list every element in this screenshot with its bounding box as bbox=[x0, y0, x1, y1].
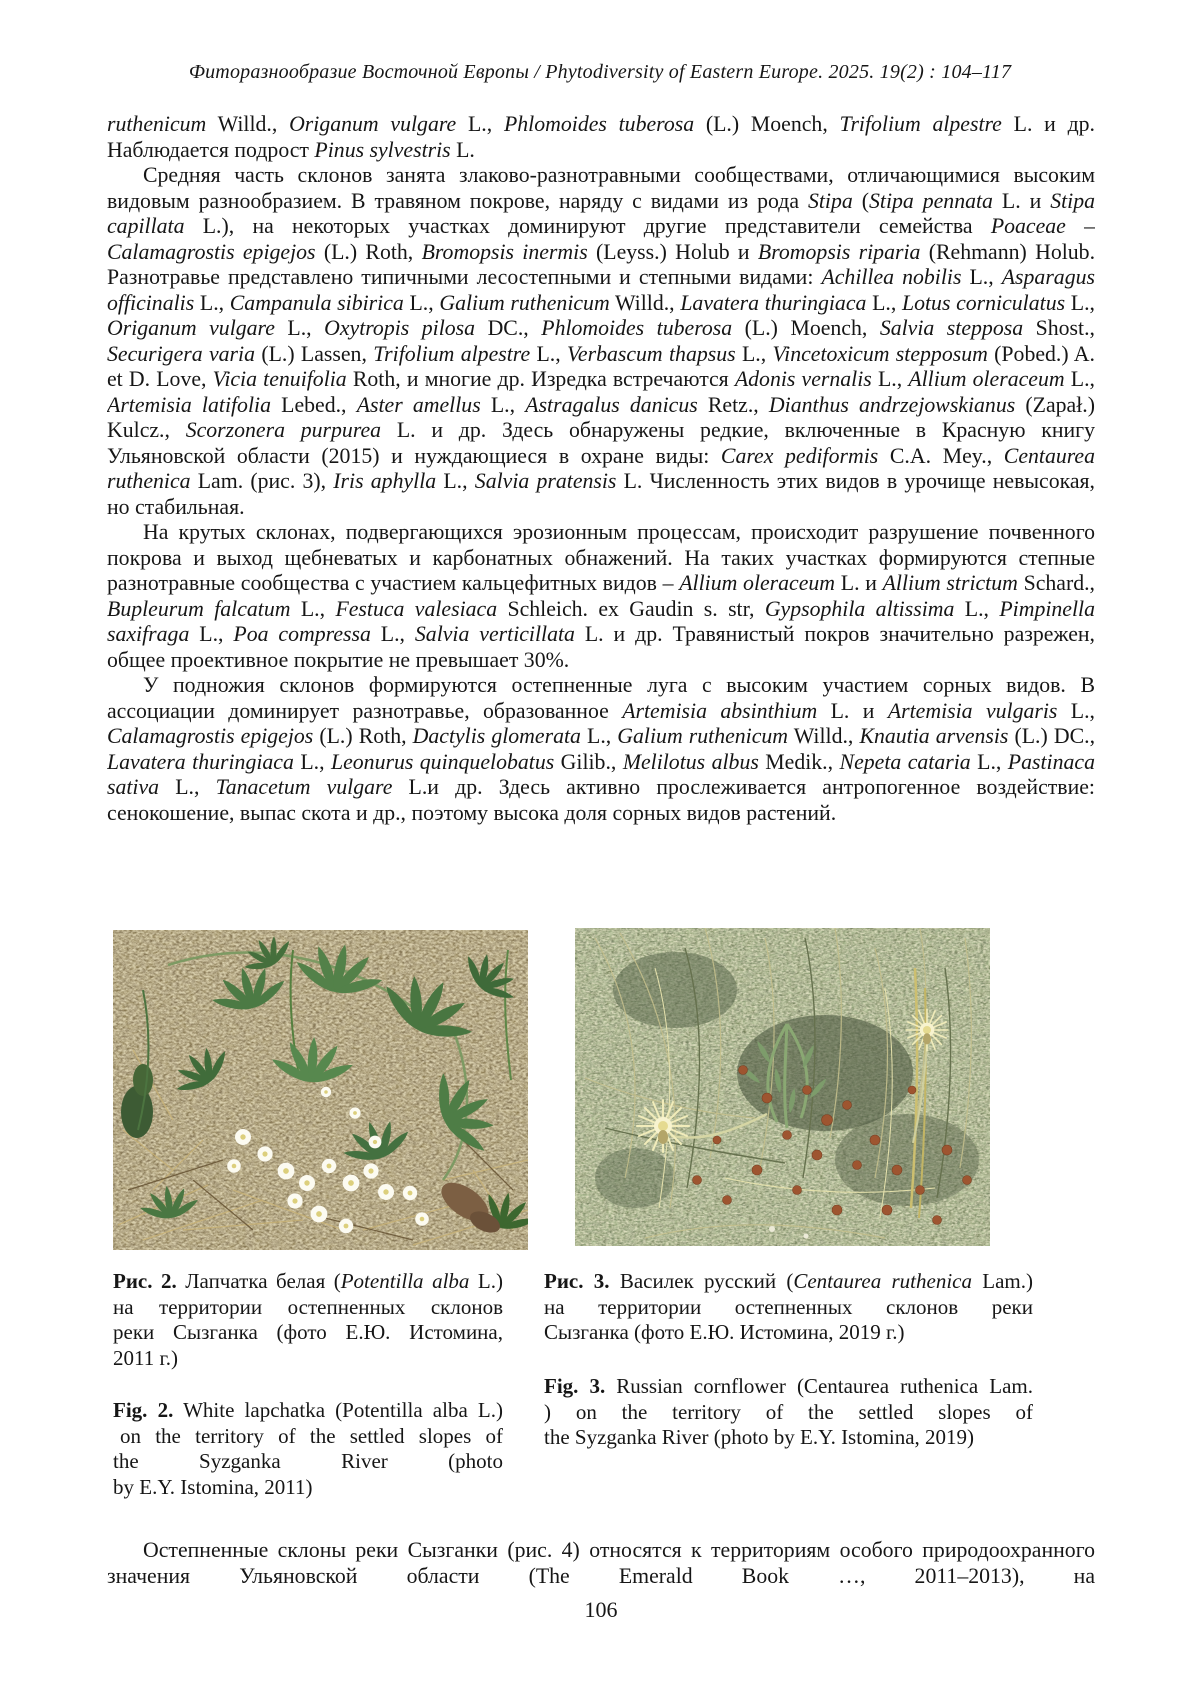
text-run: Artemisia vulgaris bbox=[887, 698, 1058, 723]
text-run: Schard., bbox=[1017, 571, 1095, 595]
caption-line bbox=[544, 1400, 1033, 1426]
text-run: (L.) Moench, bbox=[732, 316, 880, 340]
caption-line bbox=[113, 1269, 503, 1295]
text-run: Melilotus albus bbox=[622, 749, 759, 774]
text-run: L., bbox=[970, 749, 1008, 774]
text-run: (L.) Roth, bbox=[315, 239, 422, 264]
text-run: Pastinaca sativa bbox=[107, 749, 1095, 799]
text-run: Phlomoides tuberosa bbox=[541, 316, 733, 340]
caption-line bbox=[113, 1398, 503, 1424]
text-run: L. и bbox=[992, 188, 1051, 213]
text-run: Lam.) bbox=[972, 1269, 1033, 1293]
paragraph bbox=[107, 673, 1095, 826]
text-run: the Syzganka River (photo bbox=[113, 1449, 503, 1473]
text-run: L., bbox=[1065, 290, 1095, 315]
text-run: Verbascum thapsus bbox=[567, 341, 736, 366]
text-run: Calamagrostis epigejos bbox=[107, 724, 314, 748]
text-run: L., bbox=[436, 469, 475, 493]
text-run: Adonis vernalis bbox=[734, 367, 872, 391]
text-run: L., bbox=[1064, 367, 1095, 391]
text-run: Stipa bbox=[807, 188, 853, 213]
text-run: Achillea nobilis bbox=[821, 265, 962, 289]
fig2-caption-ru bbox=[113, 1269, 503, 1371]
text-run: Artemisia latifolia bbox=[107, 392, 271, 417]
text-run: Fig. 2. bbox=[113, 1398, 174, 1422]
caption-line bbox=[113, 1449, 503, 1475]
text-run: by E.Y. Istomina, 2011) bbox=[113, 1474, 313, 1499]
text-run: on the territory of the settled slopes of bbox=[120, 1423, 503, 1448]
text-run: (L.) Roth, bbox=[313, 724, 413, 748]
text-run: L.и др. Здесь активно прослеживается антропогенное воздействие: сенокошение, выпас скота и др., поэтому высока доля сорных видов растений. bbox=[107, 775, 1095, 825]
text-run: Dactylis glomerata bbox=[412, 724, 581, 748]
text-run: Calamagrostis epigejos bbox=[107, 239, 316, 264]
caption-line bbox=[544, 1295, 1033, 1321]
text-run: L. и др. Травянистый покров значительно разрежен, общее проективное покрытие не превышает 30%. bbox=[107, 622, 1095, 672]
text-run: L., bbox=[961, 265, 1002, 289]
paragraph bbox=[107, 1538, 1095, 1589]
text-run: (Pobed.) A. et D. Love, bbox=[107, 341, 1095, 391]
text-run: Securigera varia bbox=[107, 341, 255, 366]
text-run: Galium ruthenicum bbox=[439, 290, 610, 315]
text-run: L. bbox=[450, 137, 475, 162]
text-run: Tanacetum vulgare bbox=[215, 775, 393, 799]
text-run: Dianthus andrzejowskianus bbox=[768, 392, 1016, 417]
caption-line bbox=[113, 1346, 503, 1372]
fig2-caption-en bbox=[113, 1398, 503, 1500]
text-run: (Rehmann) Holub. Разнотравье представлено типичными лесостепными и степными видами: bbox=[107, 239, 1095, 289]
caption-line bbox=[544, 1425, 1033, 1451]
text-run: L. и bbox=[817, 698, 888, 723]
page-number: 106 bbox=[584, 1597, 618, 1622]
text-run: Centaurea ruthenica bbox=[793, 1269, 972, 1293]
caption-line bbox=[544, 1320, 1033, 1346]
fig3-caption-ru bbox=[544, 1269, 1033, 1346]
text-run: L., bbox=[480, 392, 526, 417]
photo-potentilla-alba bbox=[113, 930, 528, 1250]
article-body bbox=[107, 112, 1095, 826]
text-run: Salvia stepposa bbox=[879, 316, 1024, 340]
text-run: Bupleurum falcatum bbox=[107, 596, 291, 621]
text-run: Vincetoxicum stepposum bbox=[772, 341, 988, 366]
text-run: L., bbox=[189, 622, 234, 646]
text-run: L.) bbox=[469, 1269, 503, 1293]
text-run: на территории остепненных склонов реки bbox=[544, 1294, 1033, 1319]
text-run: L., bbox=[871, 367, 909, 391]
text-run: White lapchatka (Potentilla alba L.) bbox=[173, 1398, 503, 1422]
text-run: Origanum vulgare bbox=[289, 112, 457, 136]
text-run: L., bbox=[580, 724, 618, 748]
text-run: Vicia tenuifolia bbox=[212, 367, 347, 391]
text-run: Лапчатка белая ( bbox=[176, 1269, 341, 1293]
text-run: Astragalus danicus bbox=[525, 392, 698, 417]
text-run: Potentilla alba bbox=[340, 1269, 470, 1293]
fig3-caption-en bbox=[544, 1374, 1033, 1451]
text-run: L. и др. Наблюдается подрост bbox=[107, 112, 1095, 162]
text-run: L.), на некоторых участках доминируют другие представители семейства bbox=[184, 214, 991, 238]
caption-line bbox=[113, 1320, 503, 1346]
text-run: L. Численность этих видов в урочище невысокая, но стабильная. bbox=[107, 469, 1095, 519]
text-run: Lebed., bbox=[270, 392, 357, 417]
text-run: Poa compressa bbox=[233, 622, 371, 646]
text-run: Bromopsis inermis bbox=[421, 239, 588, 264]
text-run: Willd., bbox=[609, 290, 681, 315]
text-run: Bromopsis riparia bbox=[757, 239, 921, 264]
text-run: Средняя часть склонов занята злаково-разнотравными сообществами, отличающимися высоким видовым разнообразием. В травяном покрове, наряду с видами из рода bbox=[107, 163, 1095, 213]
text-run: Schleich. ex Gaudin s. str, bbox=[497, 596, 765, 621]
text-run: Carex pediformis bbox=[720, 443, 879, 468]
text-run: Russian cornflower (Centaurea ruthenica Lam. bbox=[605, 1374, 1033, 1398]
text-run: L. и др. Здесь обнаружены редкие, включенные в Красную книгу Ульяновской области (2015) и нуждающиеся в охране виды: bbox=[107, 418, 1095, 468]
text-run: DC., bbox=[475, 316, 542, 340]
text-run: L., bbox=[274, 316, 325, 340]
text-run: Nepeta cataria bbox=[839, 749, 971, 774]
photo-centaurea-ruthenica bbox=[575, 928, 990, 1246]
text-run: Origanum vulgare bbox=[107, 316, 275, 340]
text-run: Stipa capillata bbox=[107, 188, 1095, 238]
text-run: Scorzonera purpurea bbox=[185, 418, 382, 442]
text-run: Сызганка (фото Е.Ю. Истомина, 2019 г.) bbox=[544, 1320, 905, 1344]
caption-line bbox=[544, 1374, 1033, 1400]
text-run: Centaurea ruthenica bbox=[107, 443, 1095, 493]
text-run: Рис. 2. bbox=[113, 1269, 177, 1293]
text-run: L., bbox=[159, 775, 216, 799]
text-run: Pinus sylvestris bbox=[314, 137, 451, 162]
text-run: Gypsophila altissima bbox=[764, 596, 955, 621]
text-run: Knautia arvensis bbox=[859, 724, 1009, 748]
text-run: L., bbox=[370, 622, 415, 646]
text-run: Pimpinella saxifraga bbox=[107, 596, 1095, 646]
text-run: Campanula sibirica bbox=[229, 290, 404, 315]
text-run: Medik., bbox=[758, 749, 840, 774]
text-run: Остепненные склоны реки Сызганки (рис. 4) относятся к территориям особого природоохранного значения Ульяновской области (The Emerald Book …, 2011–2013), на bbox=[107, 1538, 1095, 1588]
text-run: Gilib., bbox=[554, 749, 623, 774]
text-run: Retz., bbox=[697, 392, 769, 417]
text-run: Artemisia absinthium bbox=[622, 698, 818, 723]
text-run: L., bbox=[293, 749, 331, 774]
text-run: на территории остепненных склонов bbox=[113, 1294, 503, 1319]
text-run: Trifolium alpestre bbox=[839, 112, 1002, 136]
text-run: ruthenicum bbox=[107, 112, 207, 136]
paragraph bbox=[107, 520, 1095, 673]
text-run: C.A. Mey., bbox=[878, 443, 1004, 468]
text-run: Galium ruthenicum bbox=[617, 724, 789, 748]
paragraph bbox=[107, 163, 1095, 520]
text-run: (L.) DC., bbox=[1008, 724, 1095, 748]
text-run: (L.) Lassen, bbox=[254, 341, 374, 366]
caption-line bbox=[113, 1424, 503, 1450]
text-run: Allium oleraceum bbox=[679, 571, 836, 595]
text-run: Lam. (рис. 3), bbox=[190, 469, 334, 493]
caption-line bbox=[113, 1295, 503, 1321]
fig2-photo bbox=[113, 930, 528, 1250]
text-run: L., bbox=[403, 290, 440, 315]
text-run: the Syzganka River (photo by E.Y. Istomina, 2019) bbox=[544, 1425, 975, 1449]
text-run: Lavatera thuringiaca bbox=[680, 290, 867, 315]
text-run: Asparagus officinalis bbox=[107, 265, 1095, 315]
paragraph bbox=[107, 112, 1095, 163]
text-run: (Zapał.) Kulcz., bbox=[107, 392, 1095, 442]
text-run: L., bbox=[735, 341, 773, 366]
text-run: Phlomoides tuberosa bbox=[503, 112, 695, 136]
text-run: Festuca valesiaca bbox=[335, 596, 498, 621]
text-run: ) on the territory of the settled slopes of bbox=[544, 1399, 1033, 1424]
text-run: Василек русский ( bbox=[609, 1269, 794, 1293]
text-run: Allium oleraceum bbox=[908, 367, 1065, 391]
text-run: (L.) Moench, bbox=[694, 112, 840, 136]
text-run: Willd., bbox=[788, 724, 860, 748]
text-run: Fig. 3. bbox=[544, 1374, 606, 1398]
journal-running-title: Фиторазнообразие Восточной Европы / Phytodiversity of Eastern Europe. 2025. 19(2) : 104–117 bbox=[188, 61, 1012, 83]
text-run: Oxytropis pilosa bbox=[324, 316, 476, 340]
text-run: L., bbox=[456, 112, 504, 136]
text-run: У подножия склонов формируются остепненные луга с высоким участием сорных видов. В ассоциации доминирует разнотравье, образованное bbox=[107, 673, 1095, 723]
text-run: Stipa pennata bbox=[868, 188, 993, 213]
text-run: L., bbox=[866, 290, 902, 315]
text-run: Рис. 3. bbox=[544, 1269, 610, 1293]
text-run: Roth, и многие др. Изредка встречаются bbox=[346, 367, 735, 391]
fig3-photo bbox=[575, 928, 990, 1246]
text-run: L., bbox=[194, 290, 230, 315]
caption-line bbox=[544, 1269, 1033, 1295]
text-run: – bbox=[1065, 214, 1095, 238]
text-run: Trifolium alpestre bbox=[373, 341, 531, 366]
text-run: реки Сызганка (фото Е.Ю. Истомина, bbox=[113, 1320, 503, 1344]
text-run: Shost., bbox=[1023, 316, 1095, 340]
text-run: Aster amellus bbox=[356, 392, 481, 417]
text-run: 2011 г.) bbox=[113, 1345, 178, 1370]
text-run: Salvia pratensis bbox=[474, 469, 617, 493]
text-run: Iris aphylla bbox=[333, 469, 437, 493]
text-run: Lotus corniculatus bbox=[901, 290, 1066, 315]
text-run: L., bbox=[1057, 698, 1095, 723]
text-run: Poaceae bbox=[990, 214, 1066, 238]
text-run: (Leyss.) Holub и bbox=[587, 239, 758, 264]
text-run: L., bbox=[290, 596, 336, 621]
text-run: Willd., bbox=[206, 112, 290, 136]
text-run: L., bbox=[954, 596, 1000, 621]
text-run: Allium strictum bbox=[882, 571, 1018, 595]
text-run: Salvia verticillata bbox=[414, 622, 575, 646]
text-run: Leonurus quinquelobatus bbox=[330, 749, 555, 774]
text-run: L., bbox=[530, 341, 568, 366]
text-run: ( bbox=[852, 188, 869, 213]
caption-line bbox=[113, 1475, 503, 1501]
text-run: Lavatera thuringiaca bbox=[107, 749, 294, 774]
text-run: На крутых склонах, подвергающихся эрозионным процессам, происходит разрушение почвенного покрова и выход щебневатых и карбонатных обнажений. На таких участках формируются степные разнотравные сообщества с участием кальцефитных видов – bbox=[107, 520, 1095, 595]
text-run: L. и bbox=[835, 571, 883, 595]
